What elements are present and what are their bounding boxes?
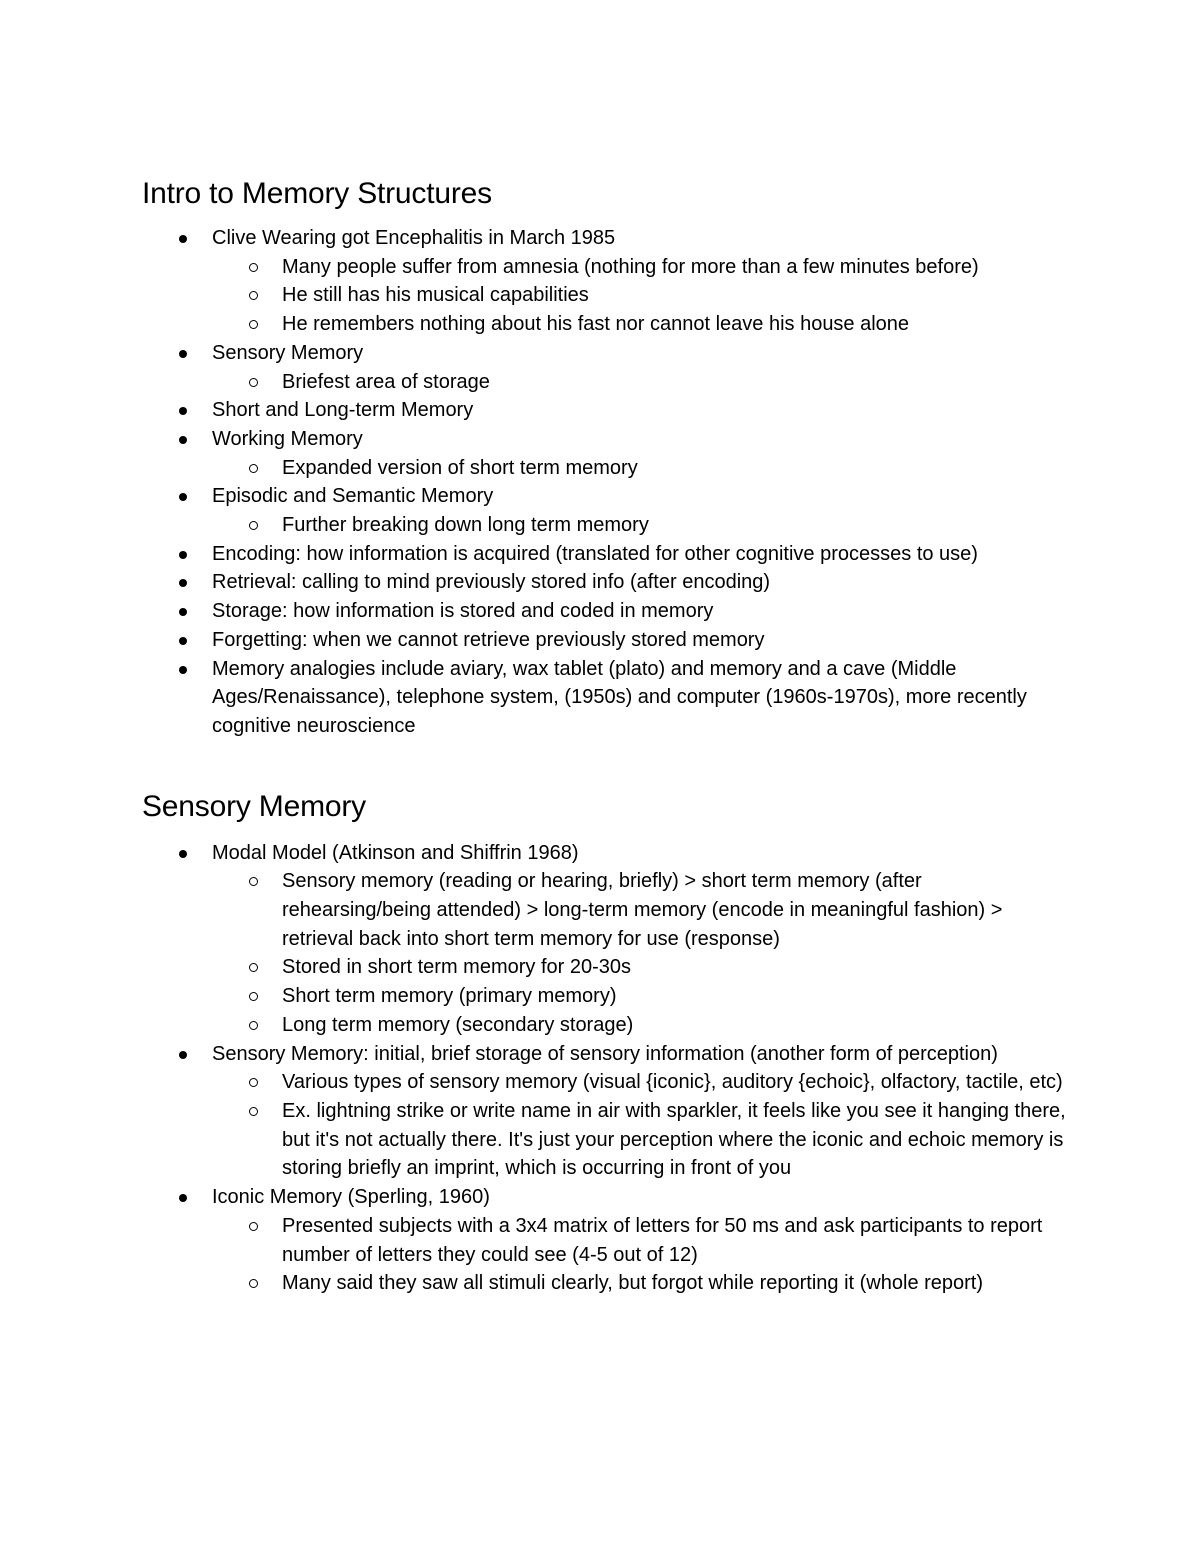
list-item: He remembers nothing about his fast nor cannot leave his house alone [142, 310, 1072, 339]
list-item: Further breaking down long term memory [142, 511, 1072, 540]
list-item: Episodic and Semantic Memory [142, 482, 1072, 511]
list-item: Many people suffer from amnesia (nothing for more than a few minutes before) [142, 253, 1072, 282]
document-page [142, 172, 1072, 1298]
list-item: Short term memory (primary memory) [142, 982, 1072, 1011]
list-item: Various types of sensory memory (visual {iconic}, auditory {echoic}, olfactory, tactile, etc) [142, 1068, 1072, 1097]
list-item: Many said they saw all stimuli clearly, but forgot while reporting it (whole report) [142, 1269, 1072, 1298]
list-item: Briefest area of storage [142, 368, 1072, 397]
list-item: Memory analogies include aviary, wax tablet (plato) and memory and a cave (Middle Ages/Renaissance), telephone system, (1950s) and computer (1960s-1970s), more recently cognitive neuroscience [142, 655, 1072, 741]
list-item: He still has his musical capabilities [142, 281, 1072, 310]
list-item: Encoding: how information is acquired (translated for other cognitive processes to use) [142, 540, 1072, 569]
bullet-list-sensory-memory [142, 839, 1072, 1298]
list-item: Modal Model (Atkinson and Shiffrin 1968) [142, 839, 1072, 868]
list-item: Working Memory [142, 425, 1072, 454]
list-item: Sensory Memory: initial, brief storage of sensory information (another form of perception) [142, 1040, 1072, 1069]
list-item: Ex. lightning strike or write name in air with sparkler, it feels like you see it hanging there, but it's not actually there. It's just your perception where the iconic and echoic memory is storing briefly an imprint, which is occurring in front of you [142, 1097, 1072, 1183]
bullet-list-intro [142, 224, 1072, 741]
list-item: Storage: how information is stored and coded in memory [142, 597, 1072, 626]
section-heading-intro: Intro to Memory Structures [142, 177, 492, 210]
section-heading-sensory-memory: Sensory Memory [142, 789, 366, 823]
list-item: Short and Long-term Memory [142, 396, 1072, 425]
list-item: Stored in short term memory for 20-30s [142, 953, 1072, 982]
list-item: Retrieval: calling to mind previously stored info (after encoding) [142, 568, 1072, 597]
list-item: Iconic Memory (Sperling, 1960) [142, 1183, 1072, 1212]
list-item: Forgetting: when we cannot retrieve previously stored memory [142, 626, 1072, 655]
list-item: Sensory Memory [142, 339, 1072, 368]
list-item: Presented subjects with a 3x4 matrix of letters for 50 ms and ask participants to report number of letters they could see (4-5 out of 12) [142, 1212, 1072, 1269]
list-item: Sensory memory (reading or hearing, briefly) > short term memory (after rehearsing/being attended) > long-term memory (encode in meaningful fashion) > retrieval back into short term memory for use (response) [142, 867, 1072, 953]
list-item: Expanded version of short term memory [142, 454, 1072, 483]
list-item: Clive Wearing got Encephalitis in March 1985 [142, 224, 1072, 253]
list-item: Long term memory (secondary storage) [142, 1011, 1072, 1040]
